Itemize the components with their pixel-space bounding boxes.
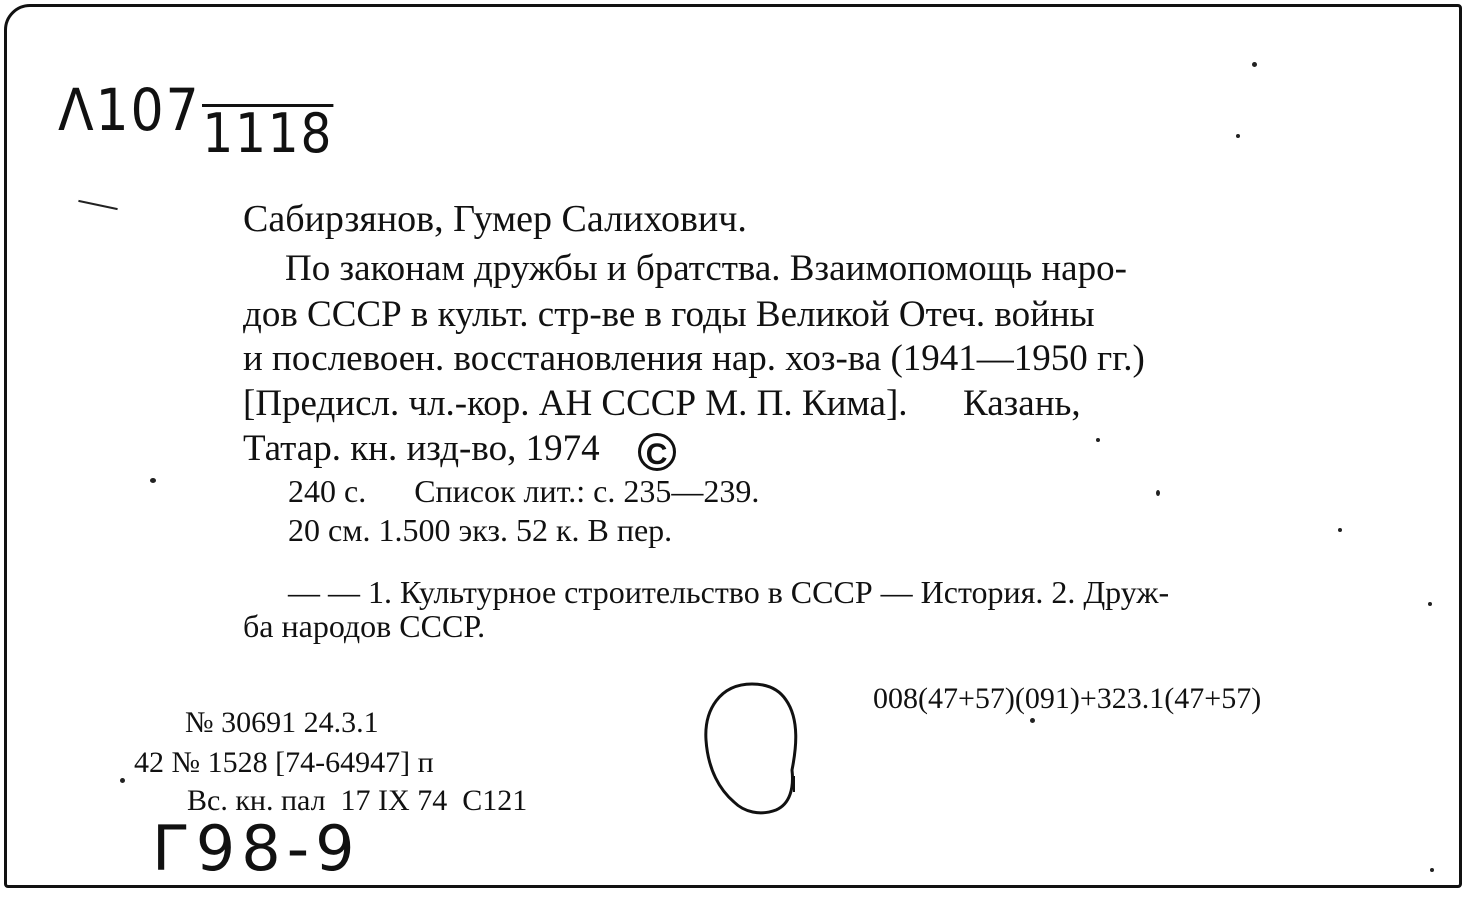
scan-speck: [1156, 490, 1160, 496]
subjects-line-2: ба народов СССР.: [243, 608, 486, 644]
registry-line-1: № 30691 24.3.1: [185, 706, 379, 739]
copyright-icon: C: [638, 433, 676, 471]
subjects-line-1: — — 1. Культурное строительство в СССР — История. 2. Друж-: [288, 574, 1170, 610]
scan-speck: [120, 778, 125, 783]
classification-code: 008(47+57)(091)+323.1(47+57): [873, 682, 1262, 715]
registry-line-2: 42 № 1528 [74-64947] п: [134, 746, 434, 779]
title-line-1: По законам дружбы и братства. Взаимопомощь наро-: [285, 248, 1127, 289]
scan-speck: [1030, 718, 1035, 723]
publisher-text: Татар. кн. изд-во, 1974: [243, 428, 600, 469]
scan-speck: [1236, 134, 1240, 138]
title-line-2: дов СССР в культ. стр-ве в годы Великой Отеч. войны: [243, 294, 1095, 335]
scan-speck: [1252, 62, 1257, 67]
author-heading: Сабирзянов, Гумер Салихович.: [243, 198, 747, 240]
registry-line-3: Вс. кн. пал 17 IX 74 С121: [187, 784, 528, 817]
publisher-line: [243, 430, 676, 471]
shelf-mark-top: [58, 76, 334, 165]
punch-hole-icon: [700, 680, 810, 830]
shelf-mark-top-main: Λ107: [58, 76, 201, 144]
scan-speck: [1430, 868, 1434, 872]
shelf-mark-fraction: 1118: [202, 102, 334, 165]
scan-speck: [150, 478, 156, 483]
physical-line-2: 20 см. 1.500 экз. 52 к. В пер.: [288, 512, 673, 548]
title-line-3: и послевоен. восстановления нар. хоз-ва (1941—1950 гг.): [243, 338, 1145, 379]
shelf-mark-bottom: Г98-9: [152, 812, 361, 885]
scan-speck: [1338, 528, 1342, 532]
scan-speck: [1428, 602, 1432, 606]
scan-speck: [1096, 438, 1100, 442]
title-line-4: [Предисл. чл.-кор. АН СССР М. П. Кима]. Казань,: [243, 383, 1081, 424]
physical-line-1: 240 с. Список лит.: с. 235—239.: [288, 473, 760, 509]
